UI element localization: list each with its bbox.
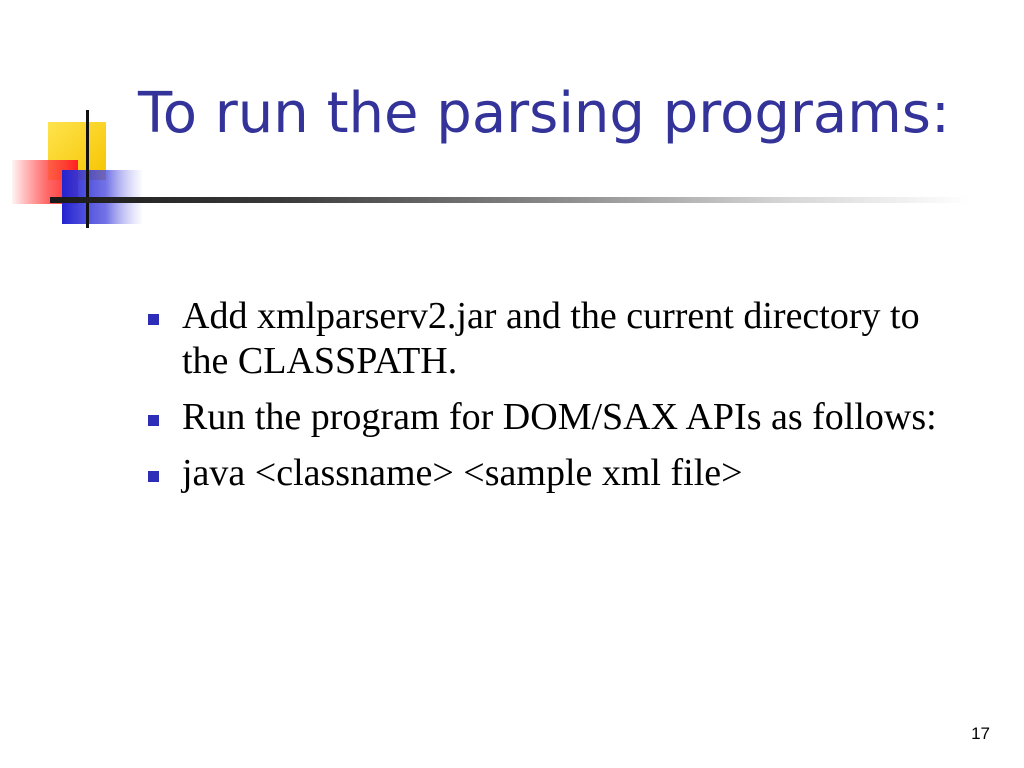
bullet-list (146, 294, 966, 507)
bullet-item (146, 451, 966, 496)
square-bullet-icon (148, 415, 159, 426)
page-number: 17 (971, 724, 990, 743)
square-bullet-icon (148, 471, 159, 482)
deco-vertical-line (86, 110, 89, 228)
square-bullet-icon (148, 314, 159, 325)
title-underline (50, 197, 970, 203)
bullet-text: Run the program for DOM/SAX APIs as follows: (182, 396, 937, 438)
title-decoration-graphic (0, 0, 150, 240)
bullet-item (146, 294, 966, 384)
bullet-text: java <classname> <sample xml file> (182, 452, 743, 494)
bullet-item (146, 395, 966, 440)
slide-title: To run the parsing programs: (138, 81, 950, 146)
bullet-text: Add xmlparserv2.jar and the current directory to the CLASSPATH. (182, 295, 920, 382)
